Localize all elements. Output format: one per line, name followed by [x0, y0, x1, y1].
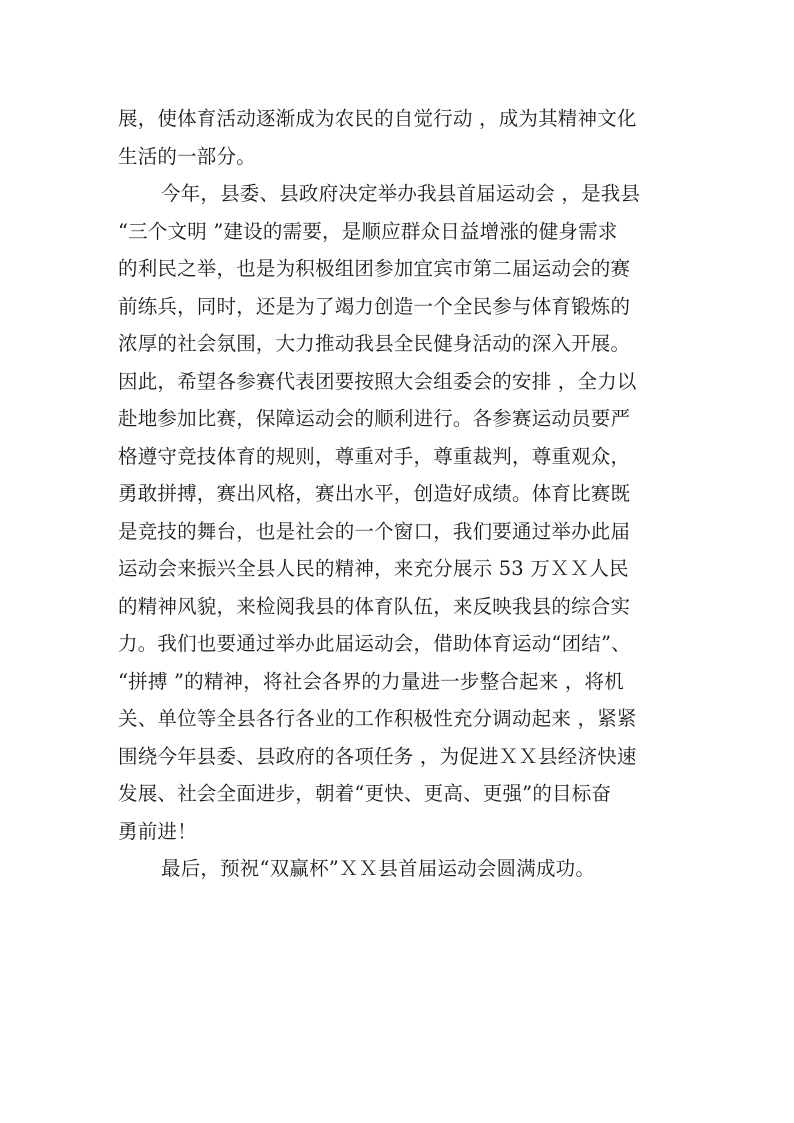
body-text — [118, 100, 698, 888]
text-line: 格遵守竞技体育的规则，尊重对手，尊重裁判，尊重观众， — [118, 444, 631, 468]
text-line: 勇前进！ — [118, 819, 197, 843]
text-line: 的精神风貌，来检阅我县的体育队伍，来反映我县的综合实 — [118, 594, 631, 618]
text-line: 关、单位等全县各行各业的工作积极性充分调动起来 ，紧紧 — [118, 707, 637, 730]
text-line: 发展、社会全面进步，朝着“更快、更高、更强”的目标奋 — [118, 782, 612, 805]
text-line: 赴地参加比赛，保障运动会的顺利进行。各参赛运动员要严 — [118, 407, 631, 430]
text-line: 勇敢拼搏，赛出风格，赛出水平，创造好成绩。体育比赛既 — [118, 482, 631, 505]
text-line: 的利民之举，也是为积极组团参加宜宾市第二届运动会的赛 — [118, 257, 631, 280]
text-line: 前练兵，同时，还是为了竭力创造一个全民参与体育锻炼的 — [118, 294, 631, 318]
text-line: 因此，希望各参赛代表团要按照大会组委会的安排 ，全力以 — [118, 369, 637, 393]
text-line: 浓厚的社会氛围，大力推动我县全民健身活动的深入开展。 — [118, 332, 631, 355]
text-line: “拼搏 ”的精神，将社会各界的力量进一步整合起来 ，将机 — [118, 669, 624, 693]
paragraph-start-line: 今年，县委、县政府决定举办我县首届运动会 ，是我县 — [161, 182, 641, 205]
paragraph-start-line: 最后，预祝“双赢杯”ＸＸ县首届运动会圆满成功。 — [161, 857, 596, 880]
text-line: 力。我们也要通过举办此届运动会，借助体育运动“团结”、 — [118, 632, 631, 655]
text-line: “三个文明 ”建设的需要，是顺应群众日益增涨的健身需求 — [118, 219, 618, 243]
text-line: 展，使体育活动逐渐成为农民的自觉行动 ，成为其精神文化 — [118, 107, 637, 130]
text-line: 围绕今年县委、县政府的各项任务 ，为促进ＸＸ县经济快速 — [118, 744, 637, 768]
text-line: 运动会来振兴全县人民的精神，来充分展示 53 万ＸＸ人民 — [118, 557, 629, 580]
text-line: 生活的一部分。 — [118, 144, 256, 168]
text-line: 是竞技的舞台，也是社会的一个窗口，我们要通过举办此届 — [118, 519, 631, 543]
